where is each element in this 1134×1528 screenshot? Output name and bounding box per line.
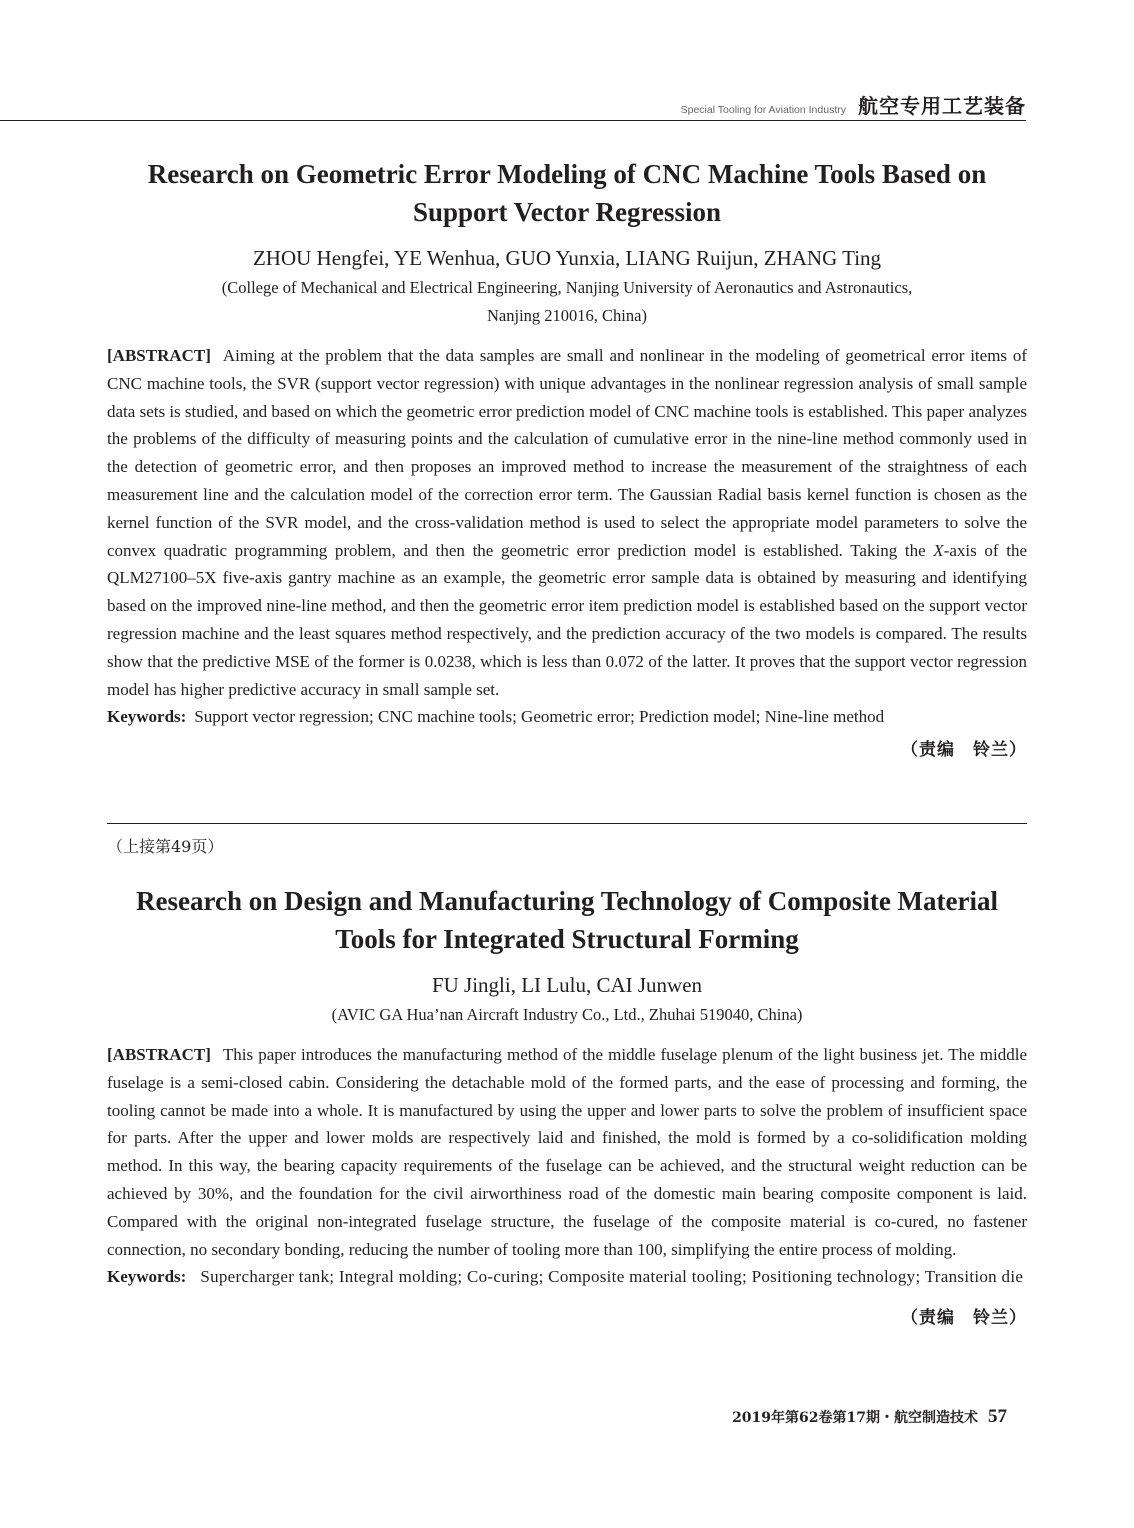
journal-name-english: Special Tooling for Aviation Industry bbox=[680, 104, 846, 116]
affiliation-line: Nanjing 210016, China) bbox=[487, 306, 647, 325]
article-abstract-1 bbox=[107, 155, 1027, 760]
keywords-text: Supercharger tank; Integral molding; Co-curing; Composite material tooling; Positioning technology; Transition die bbox=[200, 1267, 1024, 1287]
editor-note: （责编 铃兰） bbox=[901, 1308, 1027, 1329]
continued-from-note: （上接第49页） bbox=[107, 837, 224, 856]
affiliation-line: (College of Mechanical and Electrical Engineering, Nanjing University of Aeronautics and Astronautics, bbox=[221, 278, 913, 297]
abstract-label: [ABSTRACT] bbox=[107, 1045, 211, 1064]
editor-note: （责编 铃兰） bbox=[901, 740, 1027, 761]
keywords-line bbox=[107, 1263, 1027, 1291]
journal-name-chinese: 航空专用工艺装备 bbox=[858, 94, 1026, 118]
keywords-label: Keywords: bbox=[107, 707, 187, 727]
keywords-label: Keywords: bbox=[107, 1267, 187, 1287]
abstract-paragraph bbox=[107, 1041, 1027, 1263]
keywords-text: Support vector regression; CNC machine tools; Geometric error; Prediction model; Nine-line method bbox=[194, 707, 885, 727]
abstract-text: This paper introduces the manufacturing method of the middle fuselage plenum of the light business jet. The middle fuselage is a semi-closed cabin. Considering the detachable mold of the formed parts, and the ease of processing and forming, the tooling cannot be made into a whole. It is manufactured by using the upper and lower parts to solve the problem of insufficient space for parts. After the upper and lower molds are respectively laid and finished, the mold is formed by a co-solidification molding method. In this way, the bearing capacity requirements of the fuselage can be achieved, and the structural weight reduction can be achieved by 30%, and the foundation for the civil airworthiness road of the domestic main bearing composite component is laid. Compared with the original non-integrated fuselage structure, the fuselage of the composite material is co-cured, no fastener connection, no secondary bonding, reducing the number of tooling more than 100, simplifying the entire process of molding. bbox=[107, 1045, 1027, 1259]
issue-info: 2019年第62卷第17期・航空制造技术 bbox=[732, 1410, 978, 1426]
section-divider bbox=[107, 823, 1027, 824]
abstract-text: -axis of the QLM27100–5X five-axis gantry machine as an example, the geometric error sample data is obtained by measuring and identifying based on the improved nine-line method, and then the geometric error item prediction model is established based on the support vector regression machine and the least squares method respectively, and the prediction accuracy of the two models is compared. The results show that the predictive MSE of the former is 0.0238, which is less than 0.072 of the latter. It proves that the support vector regression model has higher predictive accuracy in small sample set. bbox=[107, 540, 1027, 699]
article-abstract-2 bbox=[107, 882, 1027, 1328]
abstract-label: [ABSTRACT] bbox=[107, 346, 211, 365]
abstract-axis-symbol: X bbox=[933, 540, 944, 560]
page-number: 57 bbox=[988, 1406, 1007, 1427]
article-affiliation: (AVIC GA Hua’nan Aircraft Industry Co., Ltd., Zhuhai 519040, China) bbox=[331, 1005, 803, 1024]
abstract-paragraph bbox=[107, 342, 1027, 703]
article-affiliation bbox=[107, 274, 1027, 330]
running-header bbox=[0, 88, 1026, 121]
article-authors: FU Jingli, LI Lulu, CAI Junwen bbox=[431, 973, 703, 997]
abstract-text: Aiming at the problem that the data samples are small and nonlinear in the modeling of geometrical error items of CNC machine tools, the SVR (support vector regression) with unique advantages in the nonlinear regression analysis of small sample data sets is studied, and based on which the geometric error prediction model of CNC machine tools is established. This paper analyzes the problems of the difficulty of measuring points and the calculation of cumulative error in the nine-line method commonly used in the detection of geometric error, and then proposes an improved method to increase the measurement of the straightness of each measurement line and the calculation model of the correction error term. The Gaussian Radial basis kernel function is chosen as the kernel function of the SVR model, and the cross-validation method is used to select the appropriate model parameters to solve the convex quadratic programming problem, and then the geometric error prediction model is established. Taking the bbox=[107, 346, 1027, 560]
article-authors: ZHOU Hengfei, YE Wenhua, GUO Yunxia, LIANG Ruijun, ZHANG Ting bbox=[252, 246, 882, 270]
article-title: Research on Design and Manufacturing Technology of Composite Material Tools for Integrated Structural Forming bbox=[136, 886, 998, 954]
article-title: Research on Geometric Error Modeling of CNC Machine Tools Based on Support Vector Regression bbox=[147, 159, 987, 227]
keywords-line bbox=[107, 703, 1027, 731]
page-footer bbox=[732, 1406, 1007, 1428]
